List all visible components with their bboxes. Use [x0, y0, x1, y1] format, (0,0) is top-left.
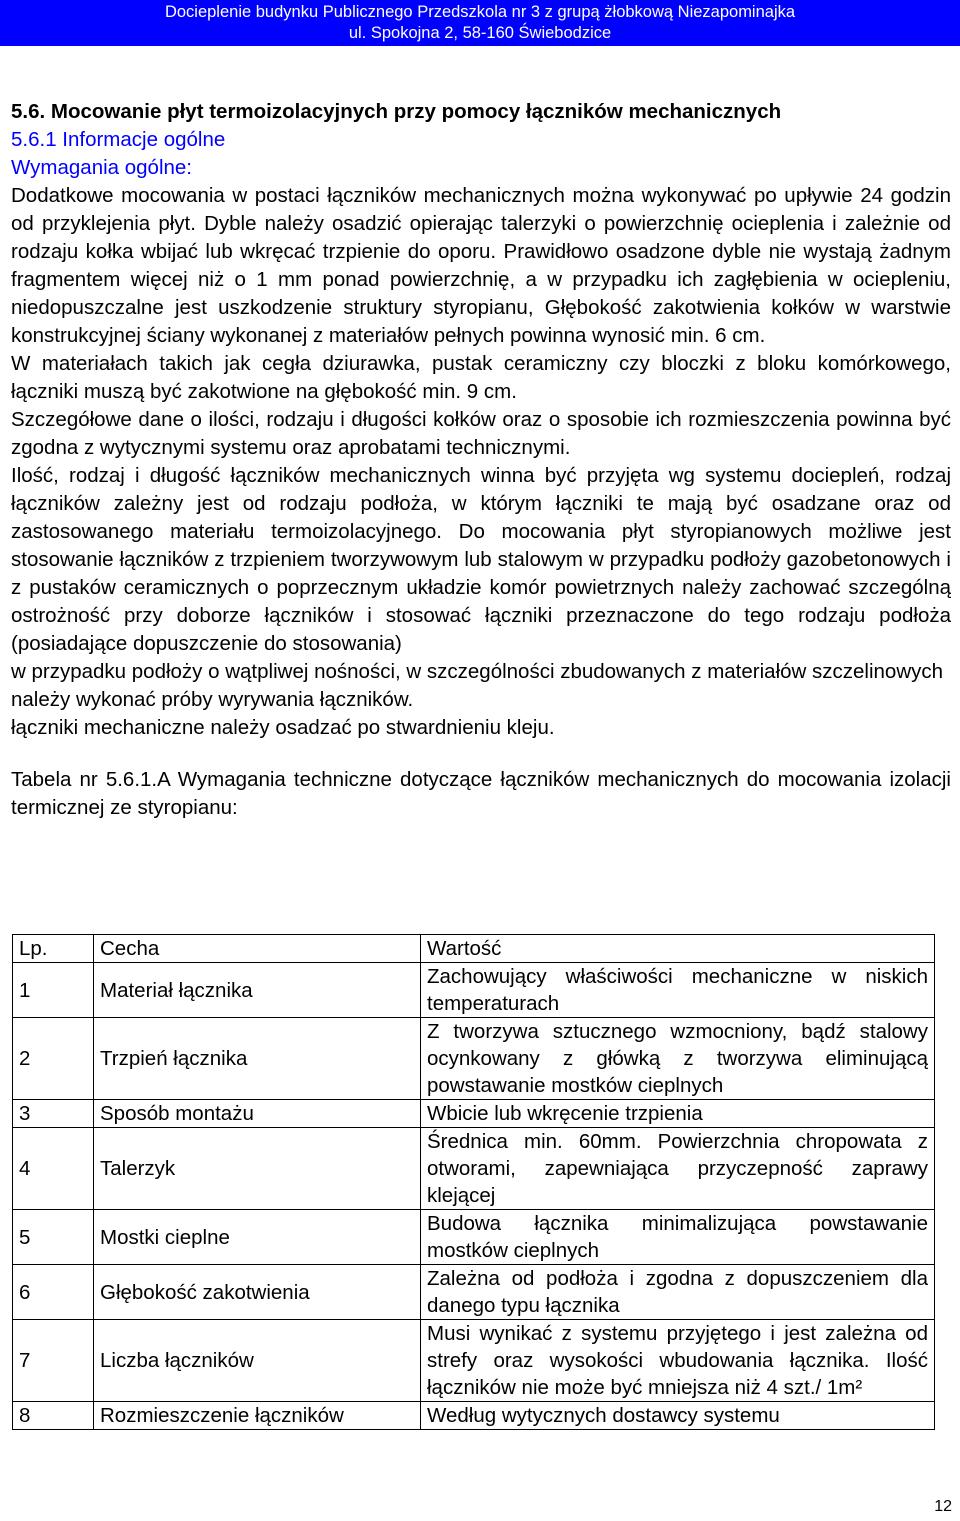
table-row — [13, 963, 935, 1018]
paragraph: Dodatkowe mocowania w postaci łączników mechanicznych można wykonywać po upływie 24 godzin od przyklejenia płyt. Dyble należy osadzić opierając talerzyki o powierzchnię ocieplenia i zależnie od rodzaju kołka wbijać lub wkręcać trzpienie do oporu. Prawidłowo osadzone dyble nie wystają żadnym fragmentem więcej niż o 1 mm ponad powierzchnię, a w przypadku ich zagłębienia w ociepleniu, niedopuszczalne jest uszkodzenie struktury styropianu, Głębokość zakotwienia kołków w warstwie konstrukcyjnej ściany wykonanej z materiałów pełnych powinna wynosić min. 6 cm. — [11, 184, 951, 347]
row-feature: Rozmieszczenie łączników — [94, 1402, 421, 1430]
paragraph: w przypadku podłoży o wątpliwej nośności, w szczególności zbudowanych z materiałów szczelinowych należy wykonać próby wyrywania łączników. — [11, 660, 944, 711]
row-number: 4 — [13, 1128, 94, 1210]
row-feature: Trzpień łącznika — [94, 1018, 421, 1100]
header-cell: Wartość — [421, 935, 935, 963]
row-value: Budowa łącznika minimalizująca powstawanie mostków cieplnych — [421, 1210, 935, 1265]
document-header — [0, 0, 960, 46]
paragraph: Ilość, rodzaj i długość łączników mechanicznych winna być przyjęta wg systemu dociepleń, rodzaj łączników zależny jest od rodzaju podłoża, w którym łączniki te mają być osadzane oraz od zastosowanego materiału termoizolacyjnego. Do mocowania płyt styropianowych możliwe jest stosowanie łączników z trzpieniem tworzywowym lub stalowym w przypadku podłoży gazobetonowych i z pustaków ceramicznych o poprzecznym układzie komór powietrznych należy zachować szczególną ostrożność przy doborze łączników i stosować łączniki przeznaczone do tego rodzaju podłoża (posiadające dopuszczenie do stosowania) — [11, 464, 951, 655]
row-feature: Głębokość zakotwienia — [94, 1265, 421, 1320]
row-value: Zachowujący właściwości mechaniczne w niskich temperaturach — [421, 963, 935, 1018]
row-number: 6 — [13, 1265, 94, 1320]
row-number: 8 — [13, 1402, 94, 1430]
row-value: Zależna od podłoża i zgodna z dopuszczeniem dla danego typu łącznika — [421, 1265, 935, 1320]
requirements-table — [12, 934, 935, 1430]
row-number: 5 — [13, 1210, 94, 1265]
row-feature: Talerzyk — [94, 1128, 421, 1210]
table-row — [13, 1128, 935, 1210]
row-feature: Mostki cieplne — [94, 1210, 421, 1265]
paragraph: W materiałach takich jak cegła dziurawka, pustak ceramiczny czy bloczki z bloku komórkowego, łączniki muszą być zakotwione na głębokość min. 9 cm. — [11, 352, 951, 403]
header-title: Docieplenie budynku Publicznego Przedszkola nr 3 z grupą żłobkową Niezapominajka — [164, 3, 796, 21]
row-number: 2 — [13, 1018, 94, 1100]
table-row — [13, 1210, 935, 1265]
table-row — [13, 1265, 935, 1320]
row-number: 3 — [13, 1100, 94, 1128]
paragraph: Szczegółowe dane o ilości, rodzaju i długości kołków oraz o sposobie ich rozmieszczenia powinna być zgodna z wytycznymi systemu oraz aprobatami technicznymi. — [11, 408, 951, 459]
paragraph: łączniki mechaniczne należy osadzać po stwardnieniu kleju. — [11, 716, 555, 739]
row-feature: Liczba łączników — [94, 1320, 421, 1402]
requirements-title: Wymagania ogólne: — [11, 156, 193, 179]
row-value: Według wytycznych dostawcy systemu — [421, 1402, 935, 1430]
table-row — [13, 1402, 935, 1430]
header-cell: Lp. — [13, 935, 94, 963]
section-heading: 5.6. Mocowanie płyt termoizolacyjnych przy pomocy łączników mechanicznych — [11, 100, 782, 123]
subsection-heading: 5.6.1 Informacje ogólne — [11, 128, 226, 151]
row-number: 7 — [13, 1320, 94, 1402]
table-caption: Tabela nr 5.6.1.A Wymagania techniczne dotyczące łączników mechanicznych do mocowania izolacji termicznej ze styropianu: — [11, 768, 951, 819]
table-row — [13, 1320, 935, 1402]
page-number: 12 — [934, 1498, 952, 1515]
row-feature: Materiał łącznika — [94, 963, 421, 1018]
row-value: Z tworzywa sztucznego wzmocniony, bądź stalowy ocynkowany z główką z tworzywa eliminującą powstawanie mostków cieplnych — [421, 1018, 935, 1100]
row-feature: Sposób montażu — [94, 1100, 421, 1128]
row-value: Średnica min. 60mm. Powierzchnia chropowata z otworami, zapewniająca przyczepność zaprawy klejącej — [421, 1128, 935, 1210]
document-body — [11, 98, 951, 822]
table-header-row — [13, 935, 935, 963]
header-cell: Cecha — [94, 935, 421, 963]
row-number: 1 — [13, 963, 94, 1018]
header-address: ul. Spokojna 2, 58-160 Świebodzice — [348, 24, 612, 42]
table-row — [13, 1100, 935, 1128]
row-value: Wbicie lub wkręcenie trzpienia — [421, 1100, 935, 1128]
row-value: Musi wynikać z systemu przyjętego i jest zależna od strefy oraz wysokości wbudowania łącznika. Ilość łączników nie może być mniejsza niż 4 szt./ 1m² — [421, 1320, 935, 1402]
table-row — [13, 1018, 935, 1100]
